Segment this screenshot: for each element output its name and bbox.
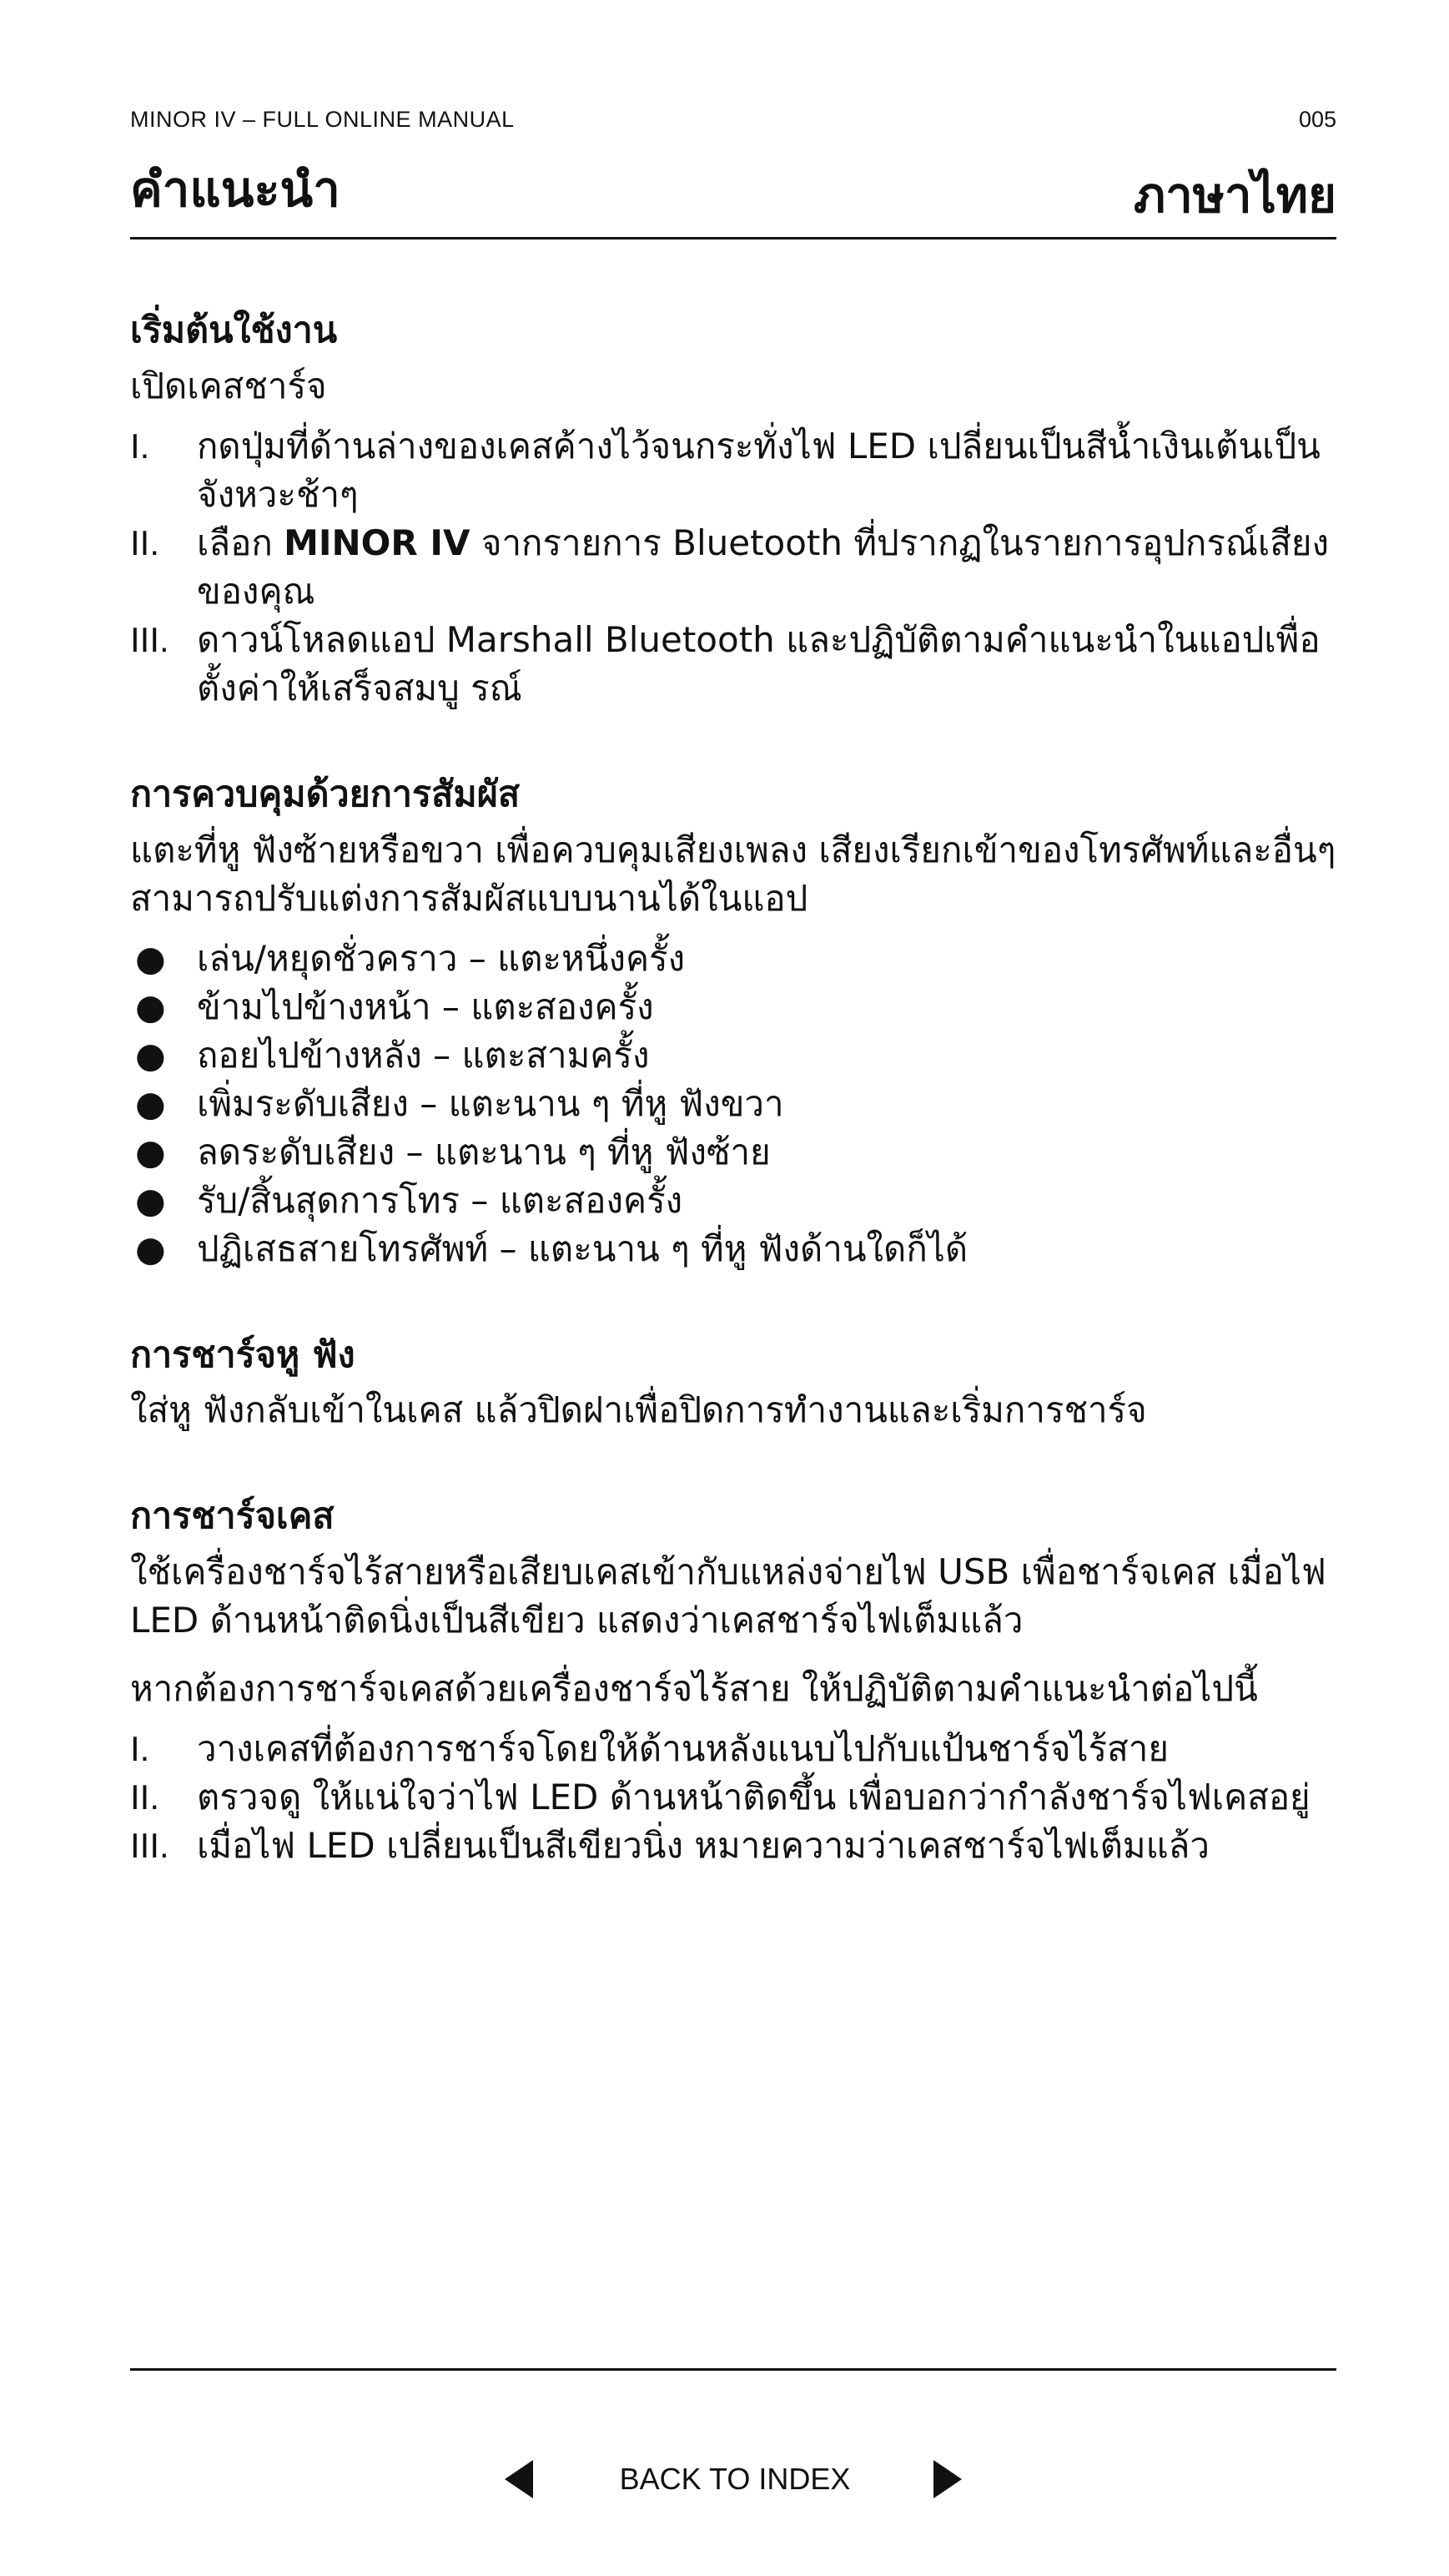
- step-text: เมื่อไฟ LED เปลี่ยนเป็นสีเขียวนิ่ง หมายความว่าเคสชาร์จไฟเต็มแล้ว: [197, 1825, 1210, 1866]
- step-text: วางเคสที่ต้องการชาร์จโดยให้ด้านหลังแนบไปกับแป้นชาร์จไร้สาย: [197, 1728, 1169, 1769]
- step-item: [130, 1822, 1336, 1870]
- list-item-text: ลดระดับเสียง – แตะนาน ๆ ที่หู ฟังซ้าย: [197, 1131, 771, 1172]
- header-divider: [130, 237, 1336, 239]
- wireless-intro: หากต้องการชาร์จเคสด้วยเครื่องชาร์จไร้สาย ให้ปฏิบัติตามคำแนะนำต่อไปนี้: [130, 1668, 1258, 1709]
- section-intro: เปิดเคสชาร์จ: [130, 365, 327, 406]
- section-intro: แตะที่หู ฟังซ้ายหรือขวา เพื่อควบคุมเสียงเพลง เสียงเรียกเข้าของโทรศัพท์และอื่นๆ สามารถปรับแต่งการสัมผัสแบบนานได้ในแอป: [130, 829, 1336, 919]
- list-item-text: เพิ่มระดับเสียง – แตะนาน ๆ ที่หู ฟังขวา: [197, 1082, 784, 1124]
- step-text: จากรายการ Bluetooth ที่ปรากฏในรายการอุปกรณ์เสียงของคุณ: [197, 522, 1329, 612]
- page-number: 005: [1298, 107, 1336, 132]
- bullet-icon: ●: [135, 1179, 166, 1221]
- bullet-icon: ●: [135, 1082, 166, 1124]
- back-to-index-link[interactable]: BACK TO INDEX: [619, 2462, 851, 2496]
- manual-label: MINOR IV – FULL ONLINE MANUAL: [130, 107, 515, 132]
- bullet-icon: ●: [135, 986, 166, 1027]
- product-name: MINOR IV: [284, 522, 470, 563]
- list-item: [130, 1031, 1336, 1080]
- section-text: ใส่หู ฟังกลับเข้าในเคส แล้วปิดฝาเพื่อปิดการทำงานและเริ่มการชาร์จ: [130, 1389, 1147, 1431]
- steps-list: [130, 422, 1336, 713]
- list-item-text: รับ/สิ้นสุดการโทร – แตะสองครั้ง: [197, 1179, 683, 1221]
- list-item-text: ถอยไปข้างหลัง – แตะสามครั้ง: [197, 1034, 650, 1076]
- steps-list: [130, 1725, 1336, 1870]
- list-item: [130, 1177, 1336, 1225]
- list-item: [130, 1225, 1336, 1273]
- bullet-icon: ●: [135, 1034, 166, 1076]
- next-page-icon[interactable]: [933, 2460, 962, 2498]
- section-heading: การชาร์จหู ฟัง: [130, 1333, 355, 1376]
- step-marker: I.: [130, 426, 150, 466]
- section-getting-started: [130, 309, 1336, 713]
- list-item-text: ปฏิเสธสายโทรศัพท์ – แตะนาน ๆ ที่หู ฟังด้านใดก็ได้: [197, 1228, 969, 1269]
- step-text: ตรวจดู ให้แน่ใจว่าไฟ LED ด้านหน้าติดขึ้น เพื่อบอกว่ากำลังชาร์จไฟเคสอยู่: [197, 1777, 1311, 1817]
- section-heading: เริ่มต้นใช้งาน: [130, 310, 338, 351]
- touch-controls-list: [130, 935, 1336, 1273]
- back-navigation: [130, 2457, 1336, 2503]
- bullet-icon: ●: [135, 1131, 166, 1172]
- footer-divider: [130, 2368, 1336, 2371]
- section-heading: การควบคุมด้วยการสัมผัส: [130, 773, 521, 815]
- section-charging-case: [130, 1495, 1336, 1870]
- step-marker: II.: [130, 522, 160, 562]
- list-item: [130, 935, 1336, 983]
- section-touch-control: [130, 773, 1336, 1273]
- step-text: ดาวน์โหลดแอป Marshall Bluetooth และปฏิบัติตามคำแนะนำในแอปเพื่อตั้งค่าให้เสร็จสมบู รณ์: [197, 618, 1321, 708]
- step-item: [130, 616, 1336, 713]
- page-title: คำแนะนำ: [130, 161, 340, 218]
- step-item: [130, 519, 1336, 616]
- step-marker: III.: [130, 1826, 169, 1865]
- step-marker: III.: [130, 619, 169, 659]
- step-text-prefix: เลือก: [197, 522, 284, 563]
- list-item-text: เล่น/หยุดชั่วคราว – แตะหนึ่งครั้ง: [197, 937, 686, 979]
- previous-page-icon[interactable]: [505, 2460, 533, 2498]
- step-marker: I.: [130, 1729, 150, 1768]
- section-charging-earbuds: [130, 1333, 1336, 1435]
- section-heading: การชาร์จเคส: [130, 1495, 335, 1538]
- step-marker: II.: [130, 1777, 160, 1817]
- step-item: [130, 1773, 1336, 1822]
- bullet-icon: ●: [135, 1228, 166, 1269]
- list-item-text: ข้ามไปข้างหน้า – แตะสองครั้ง: [197, 986, 654, 1027]
- step-item: [130, 422, 1336, 519]
- language-label: ภาษาไทย: [1134, 167, 1336, 224]
- section-text: ใช้เครื่องชาร์จไร้สายหรือเสียบเคสเข้ากับแหล่งจ่ายไฟ USB เพื่อชาร์จเคส เมื่อไฟ LED ด้านหน้าติดนิ่งเป็นสีเขียว แสดงว่าเคสชาร์จไฟเต็มแล้ว: [130, 1551, 1326, 1641]
- manual-page: [130, 0, 1336, 2576]
- list-item: [130, 1080, 1336, 1128]
- content: [130, 309, 1336, 1930]
- bullet-icon: ●: [135, 937, 166, 979]
- list-item: [130, 1128, 1336, 1177]
- list-item: [130, 983, 1336, 1031]
- step-item: [130, 1725, 1336, 1773]
- step-text: กดปุ่มที่ด้านล่างของเคสค้างไว้จนกระทั่งไฟ LED เปลี่ยนเป็นสีน้ำเงินเต้นเป็นจังหวะช้าๆ: [197, 425, 1321, 515]
